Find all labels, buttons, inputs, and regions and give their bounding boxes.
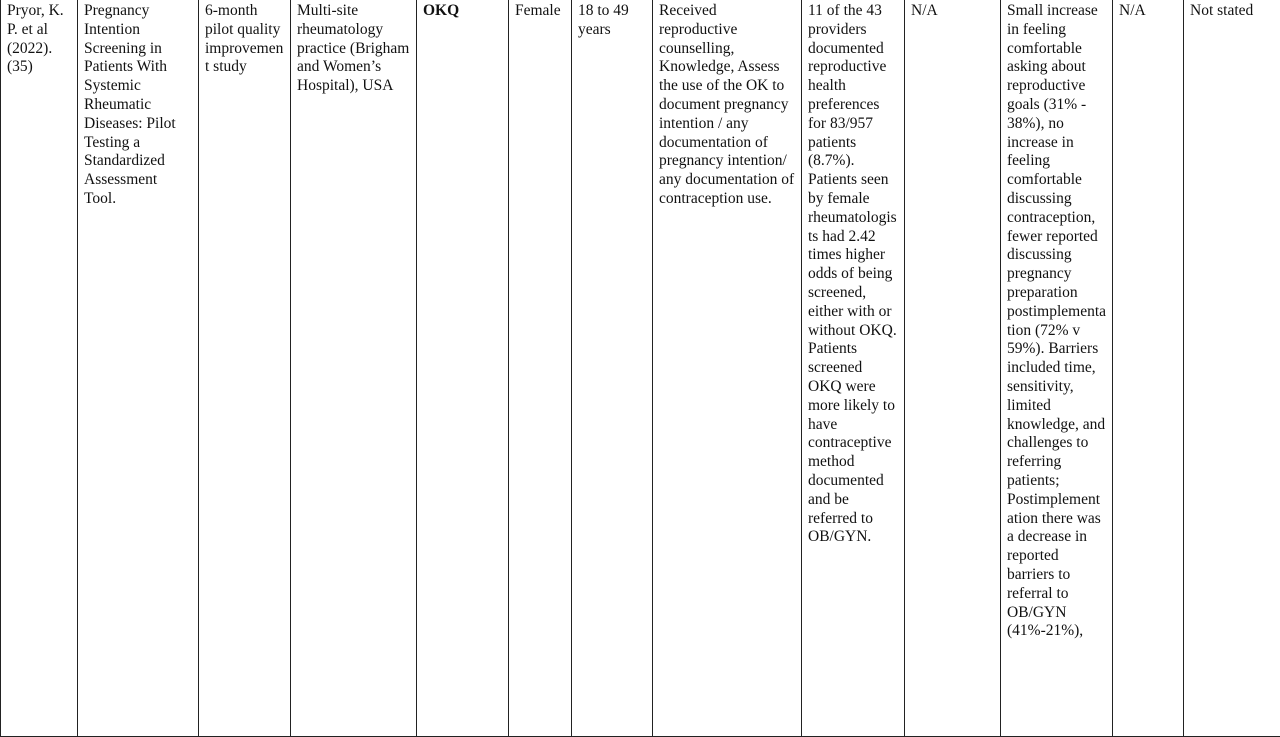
age-cell: 18 to 49 years bbox=[572, 0, 653, 737]
setting-cell: Multi-site rheumatology practice (Brigham and Women’s Hospital), USA bbox=[291, 0, 417, 737]
na-cell-2: N/A bbox=[1113, 0, 1184, 737]
measures-cell: Received reproductive counselling, Knowledge, Assess the use of the OK to document pregnancy intention / any documentation of pregnancy intention/ any documentation of contraception use. bbox=[653, 0, 802, 737]
not-stated-cell: Not stated bbox=[1184, 0, 1280, 737]
title-cell: Pregnancy Intention Screening in Patients With Systemic Rheumatic Diseases: Pilot Testing a Standardized Assessment Tool. bbox=[78, 0, 199, 737]
outcomes-cell: 11 of the 43 providers documented reproductive health preferences for 83/957 patients (8.7%). Patients seen by female rheumatologists had 2.42 times higher odds of being screened, either with or without OKQ. Patients screened OKQ were more likely to have contraceptive method documented and be referred to OB/GYN. bbox=[802, 0, 905, 737]
na-cell-1: N/A bbox=[905, 0, 1001, 737]
sex-cell: Female bbox=[509, 0, 572, 737]
findings-cell: Small increase in feeling comfortable asking about reproductive goals (31% - 38%), no increase in feeling comfortable discussing contraception, fewer reported discussing pregnancy preparation postimplementation (72% v 59%). Barriers included time, sensitivity, limited knowledge, and challenges to referring patients; Postimplementation there was a decrease in reported barriers to referral to OB/GYN (41%-21%), bbox=[1001, 0, 1113, 737]
author-cell: Pryor, K. P. et al (2022). (35) bbox=[1, 0, 78, 737]
tool-cell: OKQ bbox=[417, 0, 509, 737]
table-row bbox=[1, 0, 1280, 737]
design-cell: 6-month pilot quality improvement study bbox=[199, 0, 291, 737]
